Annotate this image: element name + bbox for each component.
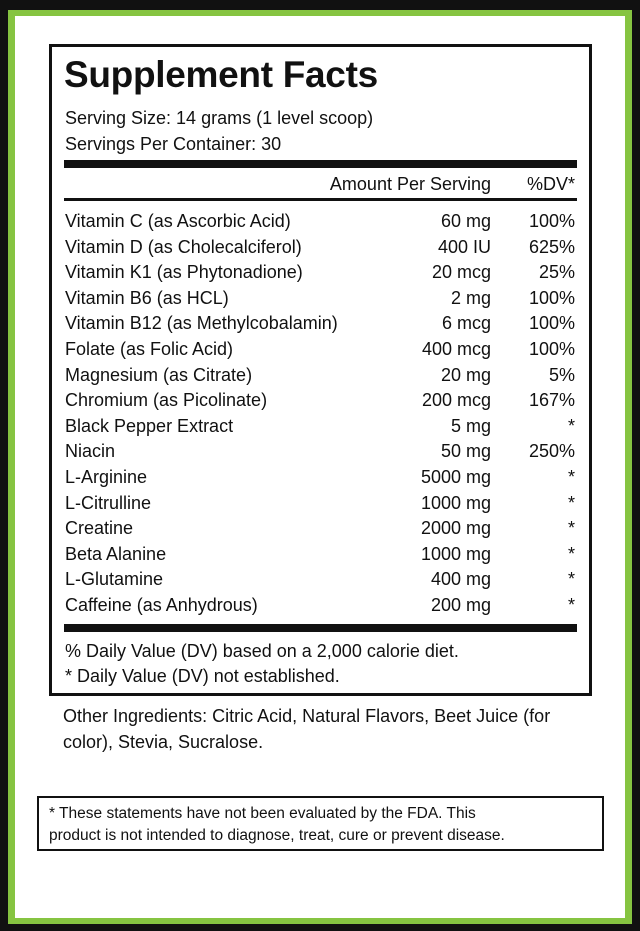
table-row <box>64 311 577 337</box>
amount-per-serving-header: Amount Per Serving <box>329 174 491 194</box>
fda-disclaimer-line-1: * These statements have not been evaluated by the FDA. This <box>49 805 476 822</box>
nutrient-amount: 400 mcg <box>421 338 491 359</box>
nutrient-amount: 200 mcg <box>421 390 491 411</box>
nutrient-amount: 200 mg <box>430 594 491 615</box>
nutrient-amount: 400 IU <box>437 236 491 257</box>
nutrient-amount: 1000 mg <box>420 492 491 513</box>
nutrient-daily-value: * <box>567 569 575 590</box>
footer-rule <box>64 624 577 632</box>
table-row <box>64 465 577 491</box>
nutrient-daily-value: 25% <box>538 262 575 283</box>
nutrient-daily-value: 100% <box>528 338 575 359</box>
daily-value-header: %DV* <box>526 174 575 194</box>
nutrient-name: Vitamin B12 (as Methylcobalamin) <box>65 313 338 334</box>
nutrient-name: Beta Alanine <box>65 543 167 564</box>
nutrient-amount: 6 mcg <box>441 313 491 334</box>
nutrient-amount: 2 mg <box>450 287 491 308</box>
nutrient-name: Vitamin K1 (as Phytonadione) <box>65 262 303 283</box>
nutrient-daily-value: * <box>567 594 575 615</box>
table-row <box>64 516 577 542</box>
nutrient-daily-value: 250% <box>528 441 575 462</box>
nutrient-daily-value: 100% <box>528 211 575 231</box>
serving-size: Serving Size: 14 grams (1 level scoop) <box>65 108 374 128</box>
table-row <box>64 337 577 363</box>
dv-not-established-note: * Daily Value (DV) not established. <box>65 666 340 686</box>
fda-disclaimer-line-2: product is not intended to diagnose, treat, cure or prevent disease. <box>49 827 505 844</box>
nutrient-amount: 20 mg <box>440 364 491 385</box>
table-row <box>64 439 577 465</box>
other-ingredients: Other Ingredients: Citric Acid, Natural Flavors, Beet Juice (for color), Stevia, Sucralose. <box>63 706 551 752</box>
nutrient-daily-value: * <box>567 543 575 564</box>
header-rule <box>64 160 577 168</box>
nutrient-amount: 2000 mg <box>420 518 491 539</box>
nutrient-name: Chromium (as Picolinate) <box>65 390 268 411</box>
table-row <box>64 286 577 312</box>
nutrient-daily-value: * <box>567 415 575 436</box>
nutrient-daily-value: * <box>567 518 575 539</box>
nutrient-daily-value: 100% <box>528 313 575 334</box>
nutrient-name: L-Arginine <box>65 466 148 487</box>
nutrient-amount: 1000 mg <box>420 543 491 564</box>
nutrient-daily-value: * <box>567 492 575 513</box>
servings-per-container: Servings Per Container: 30 <box>65 134 282 154</box>
table-row <box>64 414 577 440</box>
nutrient-name: Vitamin C (as Ascorbic Acid) <box>65 211 291 231</box>
panel-title: Supplement Facts <box>64 54 378 95</box>
nutrient-amount: 60 mg <box>440 211 491 231</box>
nutrient-daily-value: * <box>567 466 575 487</box>
table-row <box>64 593 577 619</box>
table-row <box>64 388 577 414</box>
nutrient-name: L-Glutamine <box>65 569 164 590</box>
nutrient-amount: 50 mg <box>440 441 491 462</box>
table-row <box>64 542 577 568</box>
table-row <box>64 363 577 389</box>
fda-disclaimer-box <box>37 796 604 851</box>
nutrient-table <box>64 209 577 619</box>
nutrient-daily-value: 167% <box>528 390 575 411</box>
nutrient-name: Folate (as Folic Acid) <box>65 338 234 359</box>
nutrient-daily-value: 625% <box>528 236 575 257</box>
nutrient-amount: 5 mg <box>450 415 491 436</box>
nutrient-name: Vitamin D (as Cholecalciferol) <box>65 236 302 257</box>
nutrient-amount: 5000 mg <box>420 466 491 487</box>
nutrient-amount: 400 mg <box>430 569 491 590</box>
nutrient-name: L-Citrulline <box>65 492 152 513</box>
nutrient-name: Creatine <box>65 518 134 539</box>
nutrient-daily-value: 100% <box>528 287 575 308</box>
table-row <box>64 209 577 235</box>
nutrient-name: Vitamin B6 (as HCL) <box>65 287 229 308</box>
nutrient-amount: 20 mcg <box>431 262 491 283</box>
table-row <box>64 260 577 286</box>
dv-basis-note: % Daily Value (DV) based on a 2,000 calorie diet. <box>65 641 459 661</box>
nutrient-name: Black Pepper Extract <box>65 415 234 436</box>
nutrient-name: Magnesium (as Citrate) <box>65 364 253 385</box>
column-header-rule <box>64 198 577 201</box>
nutrient-name: Caffeine (as Anhydrous) <box>65 594 258 615</box>
table-row <box>64 491 577 517</box>
nutrient-name: Niacin <box>65 441 116 462</box>
table-row <box>64 235 577 261</box>
table-row <box>64 567 577 593</box>
supplement-facts-panel <box>49 44 592 696</box>
nutrient-daily-value: 5% <box>548 364 575 385</box>
